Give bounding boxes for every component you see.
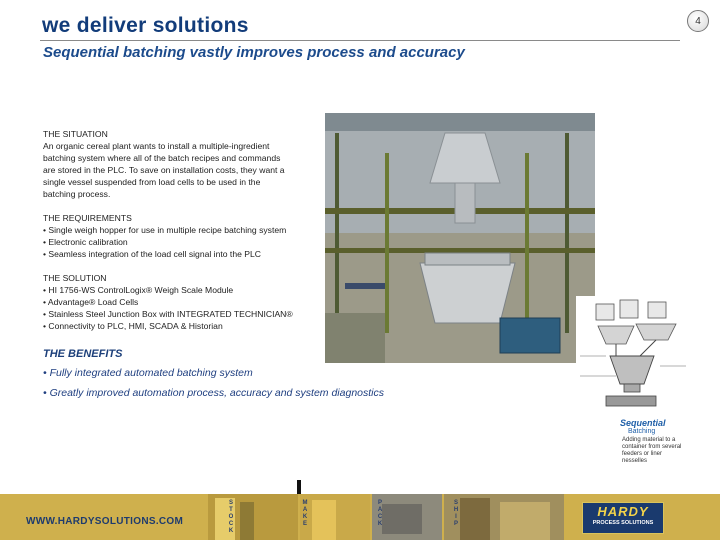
hardy-logo-text: HARDY <box>597 504 649 519</box>
header-divider <box>40 40 680 41</box>
solution-section <box>43 272 293 332</box>
header-title: we deliver solutions <box>42 14 249 37</box>
benefits-item: • Greatly improved automation process, accuracy and system diagnostics <box>43 387 384 399</box>
hardy-logo-subtext: PROCESS SOLUTIONS <box>592 520 654 526</box>
requirements-item: • Electronic calibration <box>43 237 128 247</box>
footer-banner <box>0 494 720 540</box>
page-number-badge: 4 <box>687 10 709 32</box>
situation-line: are stored in the PLC. To save on installation costs, they want a <box>43 165 285 175</box>
benefits-heading: THE BENEFITS <box>43 348 123 360</box>
requirements-heading: THE REQUIREMENTS <box>43 213 132 223</box>
situation-line: An organic cereal plant wants to install a multiple-ingredient <box>43 141 270 151</box>
requirements-section <box>43 212 286 260</box>
benefits-section <box>43 348 384 407</box>
diagram-caption-sub: Batching <box>628 428 656 435</box>
situation-line: single vessel suspended from load cells to be used in the <box>43 177 261 187</box>
situation-heading: THE SITUATION <box>43 129 108 139</box>
hardy-logo <box>582 502 664 534</box>
solution-heading: THE SOLUTION <box>43 273 107 283</box>
diagram-description: Adding material to a container from several feeders or liner nesselles <box>622 437 682 464</box>
diagram-caption: Sequential <box>620 418 666 428</box>
solution-item: • Advantage® Load Cells <box>43 297 139 307</box>
situation-line: batching system where all of the batch recipes and commands <box>43 153 281 163</box>
situation-section <box>43 128 285 200</box>
batching-diagram <box>576 296 690 464</box>
requirements-item: • Single weigh hopper for use in multiple recipe batching system <box>43 225 287 235</box>
situation-line: batching process. <box>43 189 111 199</box>
plant-photo <box>325 113 595 363</box>
footer-word-make: M A K E <box>302 500 308 527</box>
footer-word-pack: P A C K <box>377 500 383 527</box>
solution-item: • Connectivity to PLC, HMI, SCADA & Historian <box>43 321 223 331</box>
batching-diagram-graphic <box>576 296 690 416</box>
footer-word-stock: S T O C K <box>228 500 234 534</box>
solution-item: • Stainless Steel Junction Box with INTEGRATED TECHNICIAN® <box>43 309 293 319</box>
benefits-item: • Fully integrated automated batching system <box>43 367 253 379</box>
slide-subtitle: Sequential batching vastly improves process and accuracy <box>43 44 465 61</box>
footer-url[interactable]: WWW.HARDYSOLUTIONS.COM <box>26 516 184 527</box>
requirements-item: • Seamless integration of the load cell signal into the PLC <box>43 249 261 259</box>
footer-word-ship: S H I P <box>453 500 459 527</box>
solution-item: • HI 1756-WS ControlLogix® Weigh Scale Module <box>43 285 234 295</box>
